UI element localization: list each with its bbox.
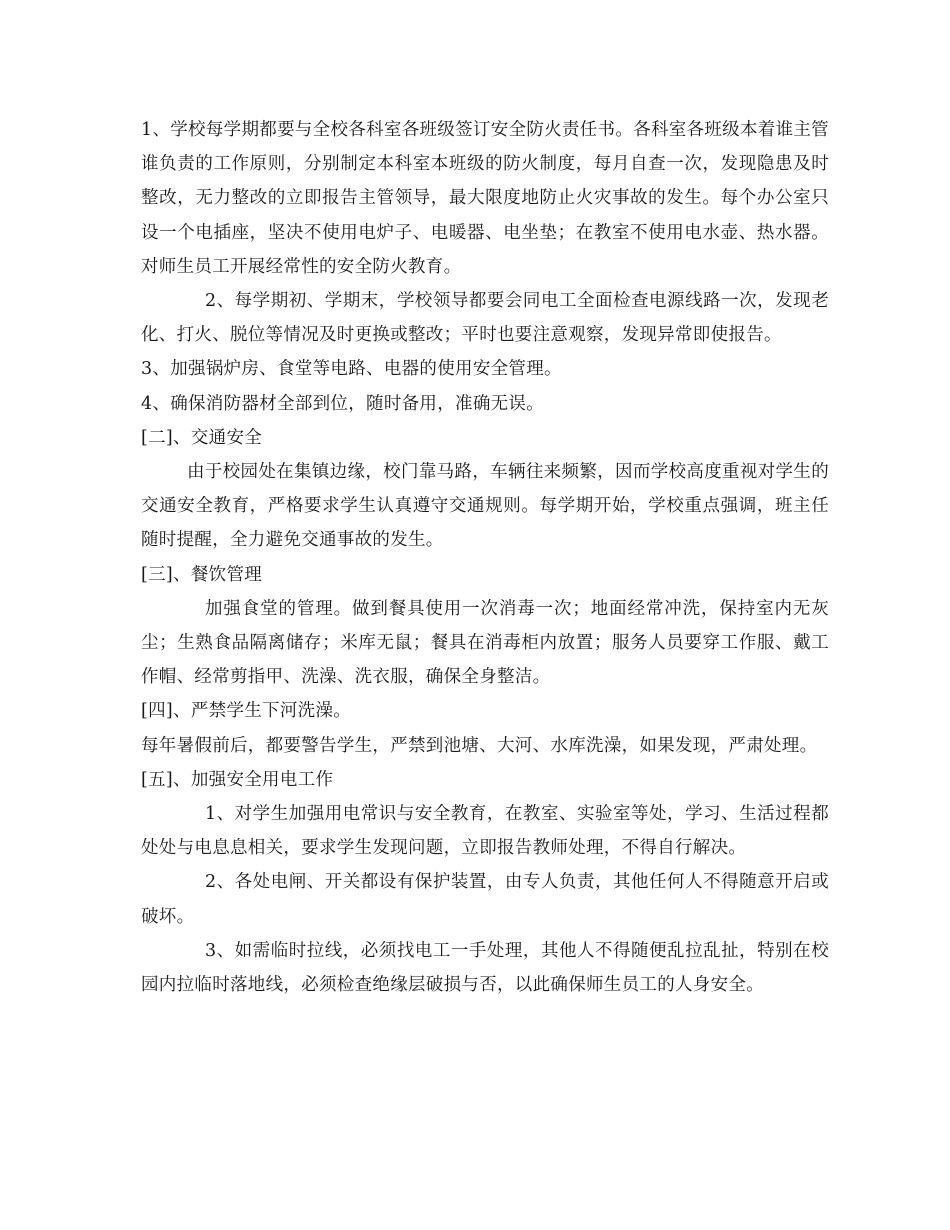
section-heading-traffic: [二]、交通安全 bbox=[141, 427, 263, 448]
section-heading-swimming: [四]、严禁学生下河洗澡。 bbox=[141, 701, 352, 722]
paragraph-fire-safety-2: 2、每学期初、学期末，学校领导都要会同电工全面检查电源线路一次，发现老化、打火、脱位等情况及时更换或整改；平时也要注意观察，发现异常即使报告。 bbox=[141, 291, 829, 346]
paragraph-swimming: 每年暑假前后，都要警告学生，严禁到池塘、大河、水库洗澡，如果发现，严肃处理。 bbox=[141, 735, 818, 756]
document-body bbox=[141, 113, 829, 1002]
paragraph-electricity-2: 2、各处电闸、开关都设有保护装置，由专人负责，其他任何人不得随意开启或破坏。 bbox=[141, 872, 829, 927]
paragraph-traffic: 由于校园处在集镇边缘，校门靠马路，车辆往来频繁，因而学校高度重视对学生的交通安全教育，严格要求学生认真遵守交通规则。每学期开始，学校重点强调，班主任随时提醒，全力避免交通事故的发生。 bbox=[141, 462, 829, 551]
section-heading-catering: [三]、餐饮管理 bbox=[141, 564, 263, 585]
paragraph-fire-safety-3: 3、加强锅炉房、食堂等电路、电器的使用安全管理。 bbox=[141, 359, 562, 380]
paragraph-fire-safety-4: 4、确保消防器材全部到位，随时备用，准确无误。 bbox=[141, 393, 545, 414]
paragraph-electricity-1: 1、对学生加强用电常识与安全教育，在教室、实验室等处，学习、生活过程都处处与电息息相关，要求学生发现问题，立即报告教师处理，不得自行解决。 bbox=[141, 804, 829, 859]
paragraph-catering: 加强食堂的管理。做到餐具使用一次消毒一次；地面经常冲洗，保持室内无灰尘；生熟食品隔离储存；米库无鼠；餐具在消毒柜内放置；服务人员要穿工作服、戴工作帽、经常剪指甲、洗澡、洗衣服，确保全身整洁。 bbox=[141, 598, 829, 688]
paragraph-fire-safety-1: 1、学校每学期都要与全校各科室各班级签订安全防火责任书。各科室各班级本着谁主管谁负责的工作原则，分别制定本科室本班级的防火制度，每月自查一次，发现隐患及时整改，无力整改的立即报告主管领导，最大限度地防止火灾事故的发生。每个办公室只设一个电插座，坚决不使用电炉子、电暖器、电坐垫；在教室不使用电水壶、热水器。对师生员工开展经常性的安全防火教育。 bbox=[141, 120, 829, 277]
paragraph-electricity-3: 3、如需临时拉线，必须找电工一手处理，其他人不得随便乱拉乱扯，特别在校园内拉临时落地线，必须检查绝缘层破损与否，以此确保师生员工的人身安全。 bbox=[141, 940, 829, 996]
section-heading-electricity: [五]、加强安全用电工作 bbox=[141, 769, 334, 790]
